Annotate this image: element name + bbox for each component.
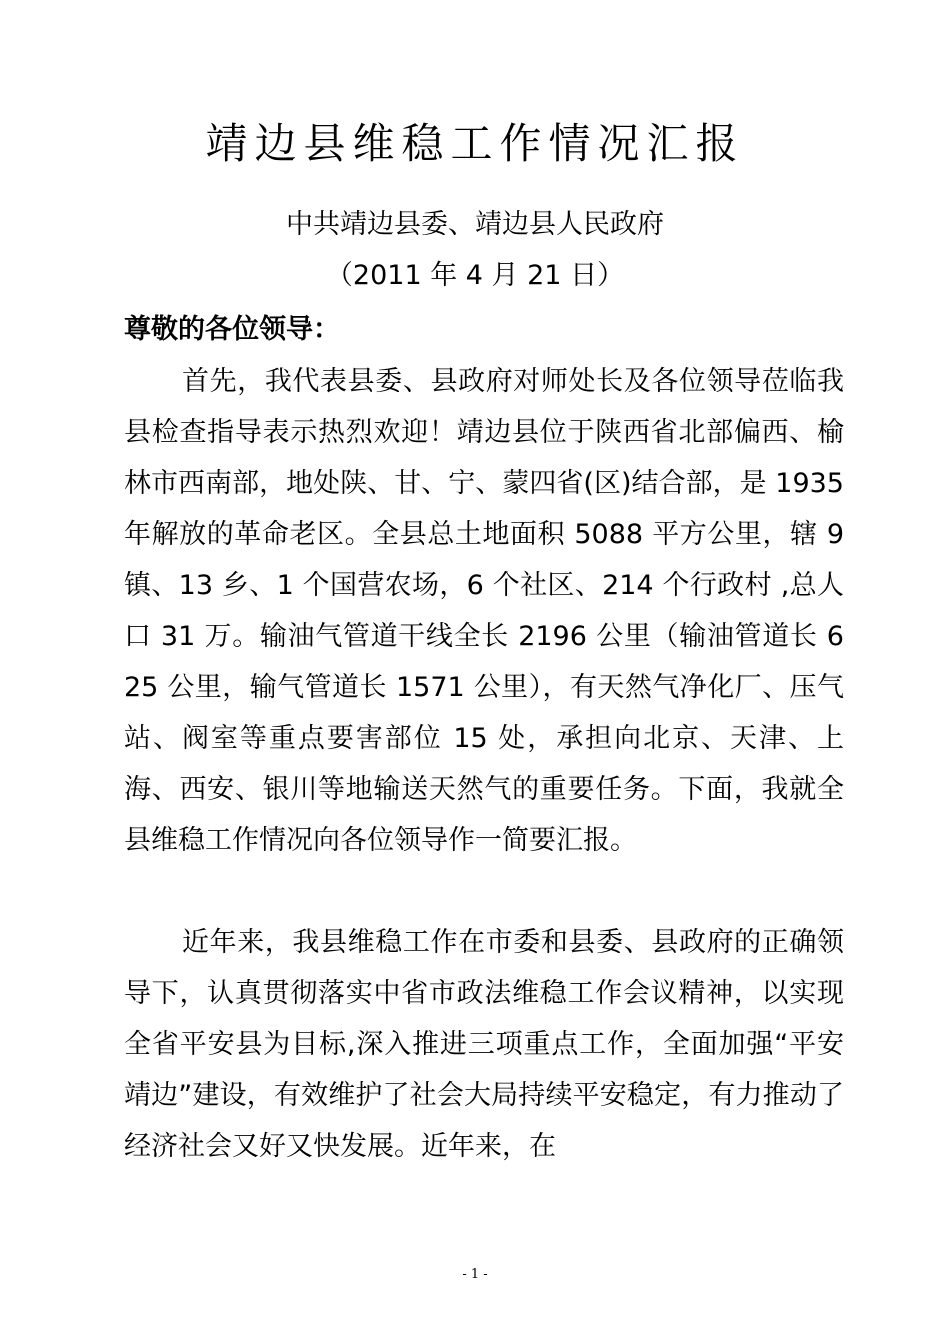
body-paragraph: 首先，我代表县委、县政府对师处长及各位领导莅临我县检查指导表示热烈欢迎！靖边县位于陕西省北部偏西、榆林市西南部，地处陕、甘、宁、蒙四省(区)结合部，是 1935 年解放的革命老区。全县总土地面积 5088 平方公里，辖 9 镇、13 乡、1 个国营农场，6 个社区、214 个行政村 ,总人口 31 万。输油气管道干线全长 2196 公里（输油管道长 625 公里，输气管道长 1571 公里），有天然气净化厂、压气站、阀室等重点要害部位 15 处，承担向北京、天津、上海、西安、银川等地输送天然气的重要任务。下面，我就全县维稳工作情况向各位领导作一简要汇报。 [124,366,844,856]
document-title: 靖边县维稳工作情况汇报 [205,119,745,168]
date-line: （2011 年 4 月 21 日） [325,260,625,291]
body-paragraph: 近年来，我县维稳工作在市委和县委、县政府的正确领导下，认真贯彻落实中省市政法维稳工作会议精神，以实现全省平安县为目标,深入推进三项重点工作，全面加强“平安靖边”建设，有效维护了社会大局持续平安稳定，有力推动了经济社会又好又快发展。近年来，在 [124,927,844,1162]
page-number: - 1 - [462,1267,488,1282]
salutation: 尊敬的各位领导： [124,314,340,345]
issuer-line: 中共靖边县委、靖边县人民政府 [286,209,664,240]
